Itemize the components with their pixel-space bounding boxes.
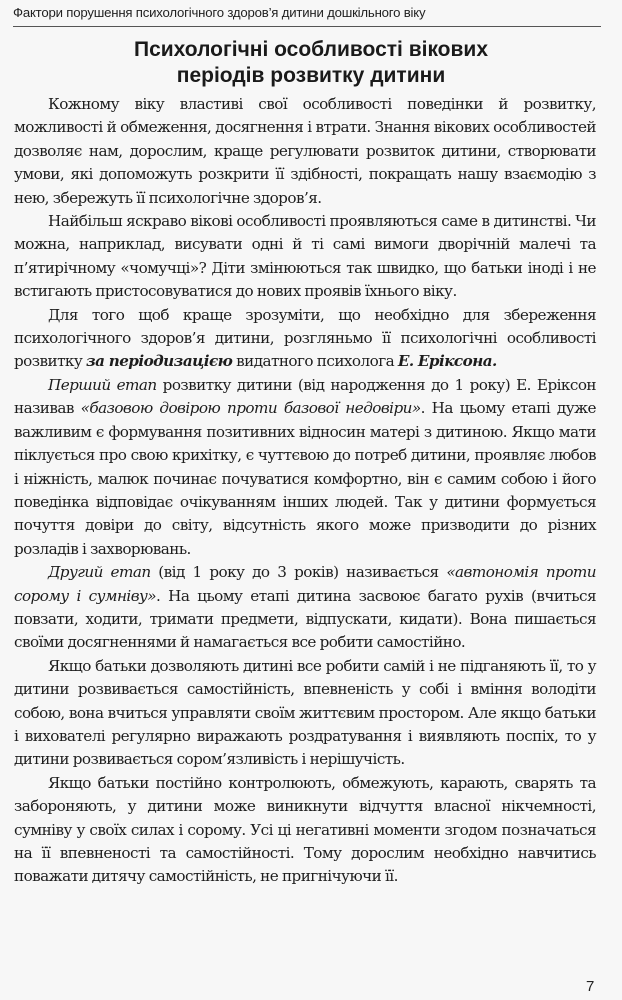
article-body (14, 93, 596, 889)
text-span: розвитку дитини (від народження до 1 року) Е. Еріксон називав (14, 375, 596, 418)
running-header: Фактори порушення психологічного здоров’я дитини дошкільного віку (13, 5, 426, 20)
paragraph-5 (14, 561, 596, 655)
paragraph-7: Якщо батьки постійно контролюють, обмежують, карають, сварять та забороняють, у дитини може виникнути відчуття власної нікчемності, сумніву у своїх силах і сорому. Усі ці негативні моменти згодом позначаться на її впевненості та самостійності. Тому дорослим необхідно навчитись поважати дитячу самостійність, не пригнічуючи її. (14, 773, 596, 886)
paragraph-6: Якщо батьки дозволяють дитині все робити самій і не підганяють її, то у дитини розвивається самостійність, впевненість у собі і вміння володіти собою, вона вчиться управляти своїм життєвим простором. Але якщо батьки і вихователі регулярно виражають роздратування і виявляють поспіх, то у дитини розвивається сором’язливість і нерішучість. (14, 656, 596, 769)
section-title-line-1: Психологічні особливості вікових (133, 38, 489, 61)
text-span: Для того щоб краще зрозуміти, що необхідно для збереження психологічного здоров’я дитини, розгляньмо її психологічні особливості розвитку (14, 305, 596, 371)
text-span: . (492, 352, 497, 371)
emphasis-periodization: за періодизацією (86, 352, 233, 371)
page-number: 7 (586, 978, 595, 995)
paragraph-1: Кожному віку властиві свої особливості поведінки й розвитку, можливості й обмеження, досягнення і втрати. Знання вікових особливостей дозволяє нам, дорослим, краще регулювати розвиток дитини, створювати умови, які допоможуть розкрити її здібності, покращать нашу взаємодію з нею, збережуть її психологічне здоров’я. (14, 95, 596, 207)
section-title (0, 37, 622, 89)
emphasis-second-stage: Другий етап (48, 563, 151, 582)
paragraph-3 (14, 304, 596, 374)
emphasis-author-name: Е. Еріксона (397, 352, 493, 371)
section-title-line-2: періодів розвитку дитини (176, 64, 446, 87)
header-divider (13, 26, 601, 27)
emphasis-stage-name: «базовою довірою проти базової недовіри» (80, 399, 421, 418)
text-span: видатного психолога (232, 352, 398, 371)
paragraph-2: Найбільш яскраво вікові особливості проявляються саме в дитинстві. Чи можна, наприклад, висувати одні й ті самі вимоги дворічній малечі та п’ятирічному «чомучці»? Діти змінюються так швидко, що батьки іноді і не встигають пристосовуватися до нових проявів їхнього віку. (14, 212, 596, 301)
emphasis-first-stage: Перший етап (48, 375, 157, 394)
emphasis-stage-name: «автономія проти сорому і сумніву» (14, 563, 596, 605)
text-span: . На цьому етапі дитина засвоює багато рухів (вчиться повзати, ходити, тримати предмети, відпускати, кидати). Вона пишається своїми досягненнями й намагається все робити самостійно. (14, 586, 596, 652)
text-span: (від 1 року до 3 років) називається (150, 563, 447, 582)
text-span: . На цьому етапі дуже важливим є формування позитивних відносин матері з дитиною. Якщо мати піклується про свою крихітку, є чуттєвою до потреб дитини, проявляє любов і ніжність, малюк починає почуватися комфортно, він є самим собою і його поведінка відповідає очікуванням інших людей. Так у дитини формується почуття довіри до світу, відсутність якого може призводити до різних розладів і захворювань. (14, 399, 596, 558)
paragraph-4 (14, 374, 596, 561)
